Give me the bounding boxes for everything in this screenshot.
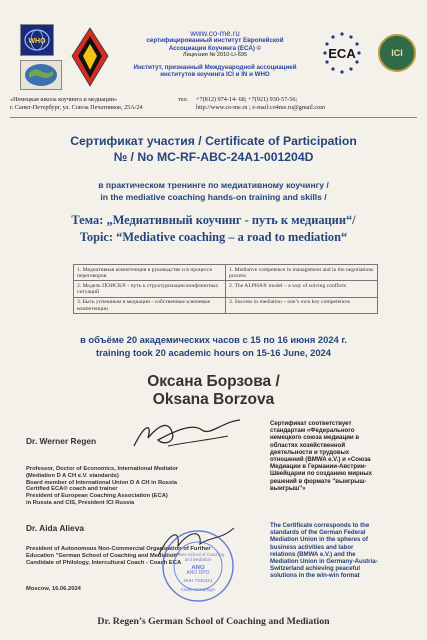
compliance-ru-line: Швейцарии по созданию мирных bbox=[270, 470, 373, 478]
compliance-en-line: business activities and labor bbox=[270, 543, 354, 551]
module-en: 3. Success in mediation – one’s own key competences bbox=[226, 297, 378, 313]
compliance-ru-line: Сертификат соответствует bbox=[270, 420, 352, 427]
module-ru: 3. Быть успешным в медиации - собственные ключевые компетенции bbox=[74, 297, 226, 313]
address-school: «Немецкая школа коучинга и медиации» bbox=[10, 96, 118, 103]
modules-table bbox=[73, 264, 378, 314]
header-license: Лицензия № 2010-LI-695 bbox=[182, 52, 248, 59]
ici-seal-text: ICI bbox=[391, 48, 403, 58]
eca-logo-text: ECA bbox=[328, 46, 356, 61]
participant-name-en: Oksana Borzova bbox=[152, 391, 275, 408]
svg-text:WHO: WHO bbox=[28, 38, 46, 45]
compliance-ru-line: отношений (BMWA e.V.) и «Союза bbox=[270, 456, 371, 464]
flag-emblem-logo bbox=[70, 26, 110, 88]
official-stamp bbox=[160, 528, 236, 604]
compliance-en-line: Mediation Union in Germany-Austria- bbox=[270, 558, 378, 566]
header-url[interactable]: www.co-me.ru bbox=[190, 29, 240, 38]
address-web[interactable]: http://www.co-me.ru ; e-mail:co4me.ru@gmail.com bbox=[196, 103, 326, 111]
table-row bbox=[74, 265, 378, 281]
certificate-title: Сертификат участия / Certificate of Participation bbox=[70, 134, 357, 148]
eca-logo bbox=[316, 30, 368, 86]
signature-regen-icon bbox=[128, 416, 246, 454]
address-tel: +7(812) 974-14- 68; +7(921) 930-57-56; bbox=[196, 96, 298, 103]
compliance-en-line: solutions in the win-win format bbox=[270, 572, 360, 580]
compliance-en-line: Mediation Union in the spheres of bbox=[270, 536, 368, 544]
footer-school-name: Dr. Regen’s German School of Coaching and Mediation bbox=[97, 616, 330, 627]
compliance-ru-line: стандартам «Федерального bbox=[270, 427, 355, 435]
header-inst-line1: Институт, признанный Международной ассоциацией bbox=[133, 63, 297, 71]
header-divider bbox=[10, 117, 417, 118]
ici-seal-logo bbox=[378, 34, 416, 72]
compliance-en-line: relations (BMWA e.V.) and the bbox=[270, 550, 356, 558]
training-ru: в практическом тренинге по медиативному коучингу / bbox=[98, 180, 329, 190]
compliance-en-line: The Certificate corresponds to the bbox=[270, 522, 370, 529]
compliance-ru-line: деятельности и трудовых bbox=[270, 448, 350, 456]
hours-ru: в объёме 20 академических часов с 15 по 16 июня 2024 г. bbox=[80, 334, 347, 345]
signatory1-line: Professor, Doctor of Economics, International Mediator bbox=[26, 466, 179, 472]
signatory2-line: President of Autonomous Non-Commercial Organization of Further bbox=[26, 546, 211, 552]
address-tel-label: тел. bbox=[178, 96, 189, 103]
stamp-center-line1: ANO DPO bbox=[186, 570, 210, 576]
signatory1-name: Dr. Werner Regen bbox=[26, 436, 97, 446]
ici-globe-logo bbox=[20, 60, 62, 90]
header-org-line2: Ассоциации Коучинга (ECA) © bbox=[168, 44, 262, 52]
hours-en: training took 20 academic hours on 15-16 June, 2024 bbox=[96, 347, 331, 358]
module-en: 2. The ALPHA® model – a way of solving conflicts bbox=[226, 281, 378, 297]
stamp-bottom-text: Санкт-Петербург bbox=[180, 587, 216, 592]
compliance-ru-line: немецкого союза медиации в bbox=[270, 434, 360, 442]
signatory1-line: Certified ECA® coach and trainer bbox=[26, 486, 118, 493]
compliance-en-line: standards of the German Federal bbox=[270, 529, 366, 537]
table-row bbox=[74, 281, 378, 297]
place-date: Moscow, 16.06.2024 bbox=[26, 586, 81, 592]
compliance-ru-line: Медиации в Германии-Австрии- bbox=[270, 463, 367, 471]
certificate-number: № / No MC-RF-ABC-24A1-001204D bbox=[113, 150, 314, 164]
training-en: in the mediative coaching hands-on training and skills / bbox=[100, 192, 327, 202]
module-en: 1. Mediative competence in management and in the negotiations process bbox=[226, 265, 378, 281]
who-logo bbox=[20, 24, 54, 56]
topic-ru: Тема: „Медиативный коучинг - путь к медиации“/ bbox=[71, 213, 356, 227]
signatory1-line: in Russia and CIS, President ICI Russia bbox=[26, 499, 135, 506]
signatory2-line: Education "German School of Coaching and Mediation" bbox=[26, 552, 180, 559]
signatory1-line: Board member of International Union D A CH in Russia bbox=[26, 479, 177, 486]
compliance-ru-line: выигрыш"» bbox=[270, 484, 306, 492]
table-row bbox=[74, 297, 378, 313]
topic-en: Topic: “Mediative coaching – a road to mediation“ bbox=[79, 230, 348, 244]
module-ru: 1. Медиативная компетенция в руководстве и в процессе переговоров bbox=[74, 265, 226, 281]
compliance-en-line: Switzerland achieving peaceful bbox=[270, 565, 361, 573]
address-city: г. Санкт-Петербург, ул. Союза Печатников, 25А/24 bbox=[10, 103, 143, 111]
module-ru: 2. Модель ПОИСК® - путь к структуризации конфликтных ситуаций bbox=[74, 281, 226, 297]
compliance-ru-line: решений в формате "выигрыш- bbox=[270, 477, 367, 485]
signatory2-name: Dr. Aida Alieva bbox=[26, 523, 85, 533]
participant-name-ru: Оксана Борзова / bbox=[147, 373, 280, 390]
signatory2-line: Candidate of Philology, Intercultural Coach - Coach ECA bbox=[26, 559, 182, 566]
svg-text:ANO: ANO bbox=[191, 565, 205, 571]
signatory1-line: (Mediation D A CH e.V. standards) bbox=[26, 472, 119, 479]
compliance-ru-line: областях хозяйственной bbox=[270, 441, 346, 449]
header-inst-line2: институтов коучинга ICI и IN и WHO bbox=[160, 71, 270, 79]
stamp-center-line2: ИНН 7840421 bbox=[183, 578, 213, 583]
stamp-ring-text: German School of Coaching and Mediation bbox=[171, 552, 225, 562]
signatory1-line: President of European Coaching Association (ECA) bbox=[26, 493, 168, 500]
header-org-line1: сертифицированный институт Европейской bbox=[146, 37, 284, 45]
